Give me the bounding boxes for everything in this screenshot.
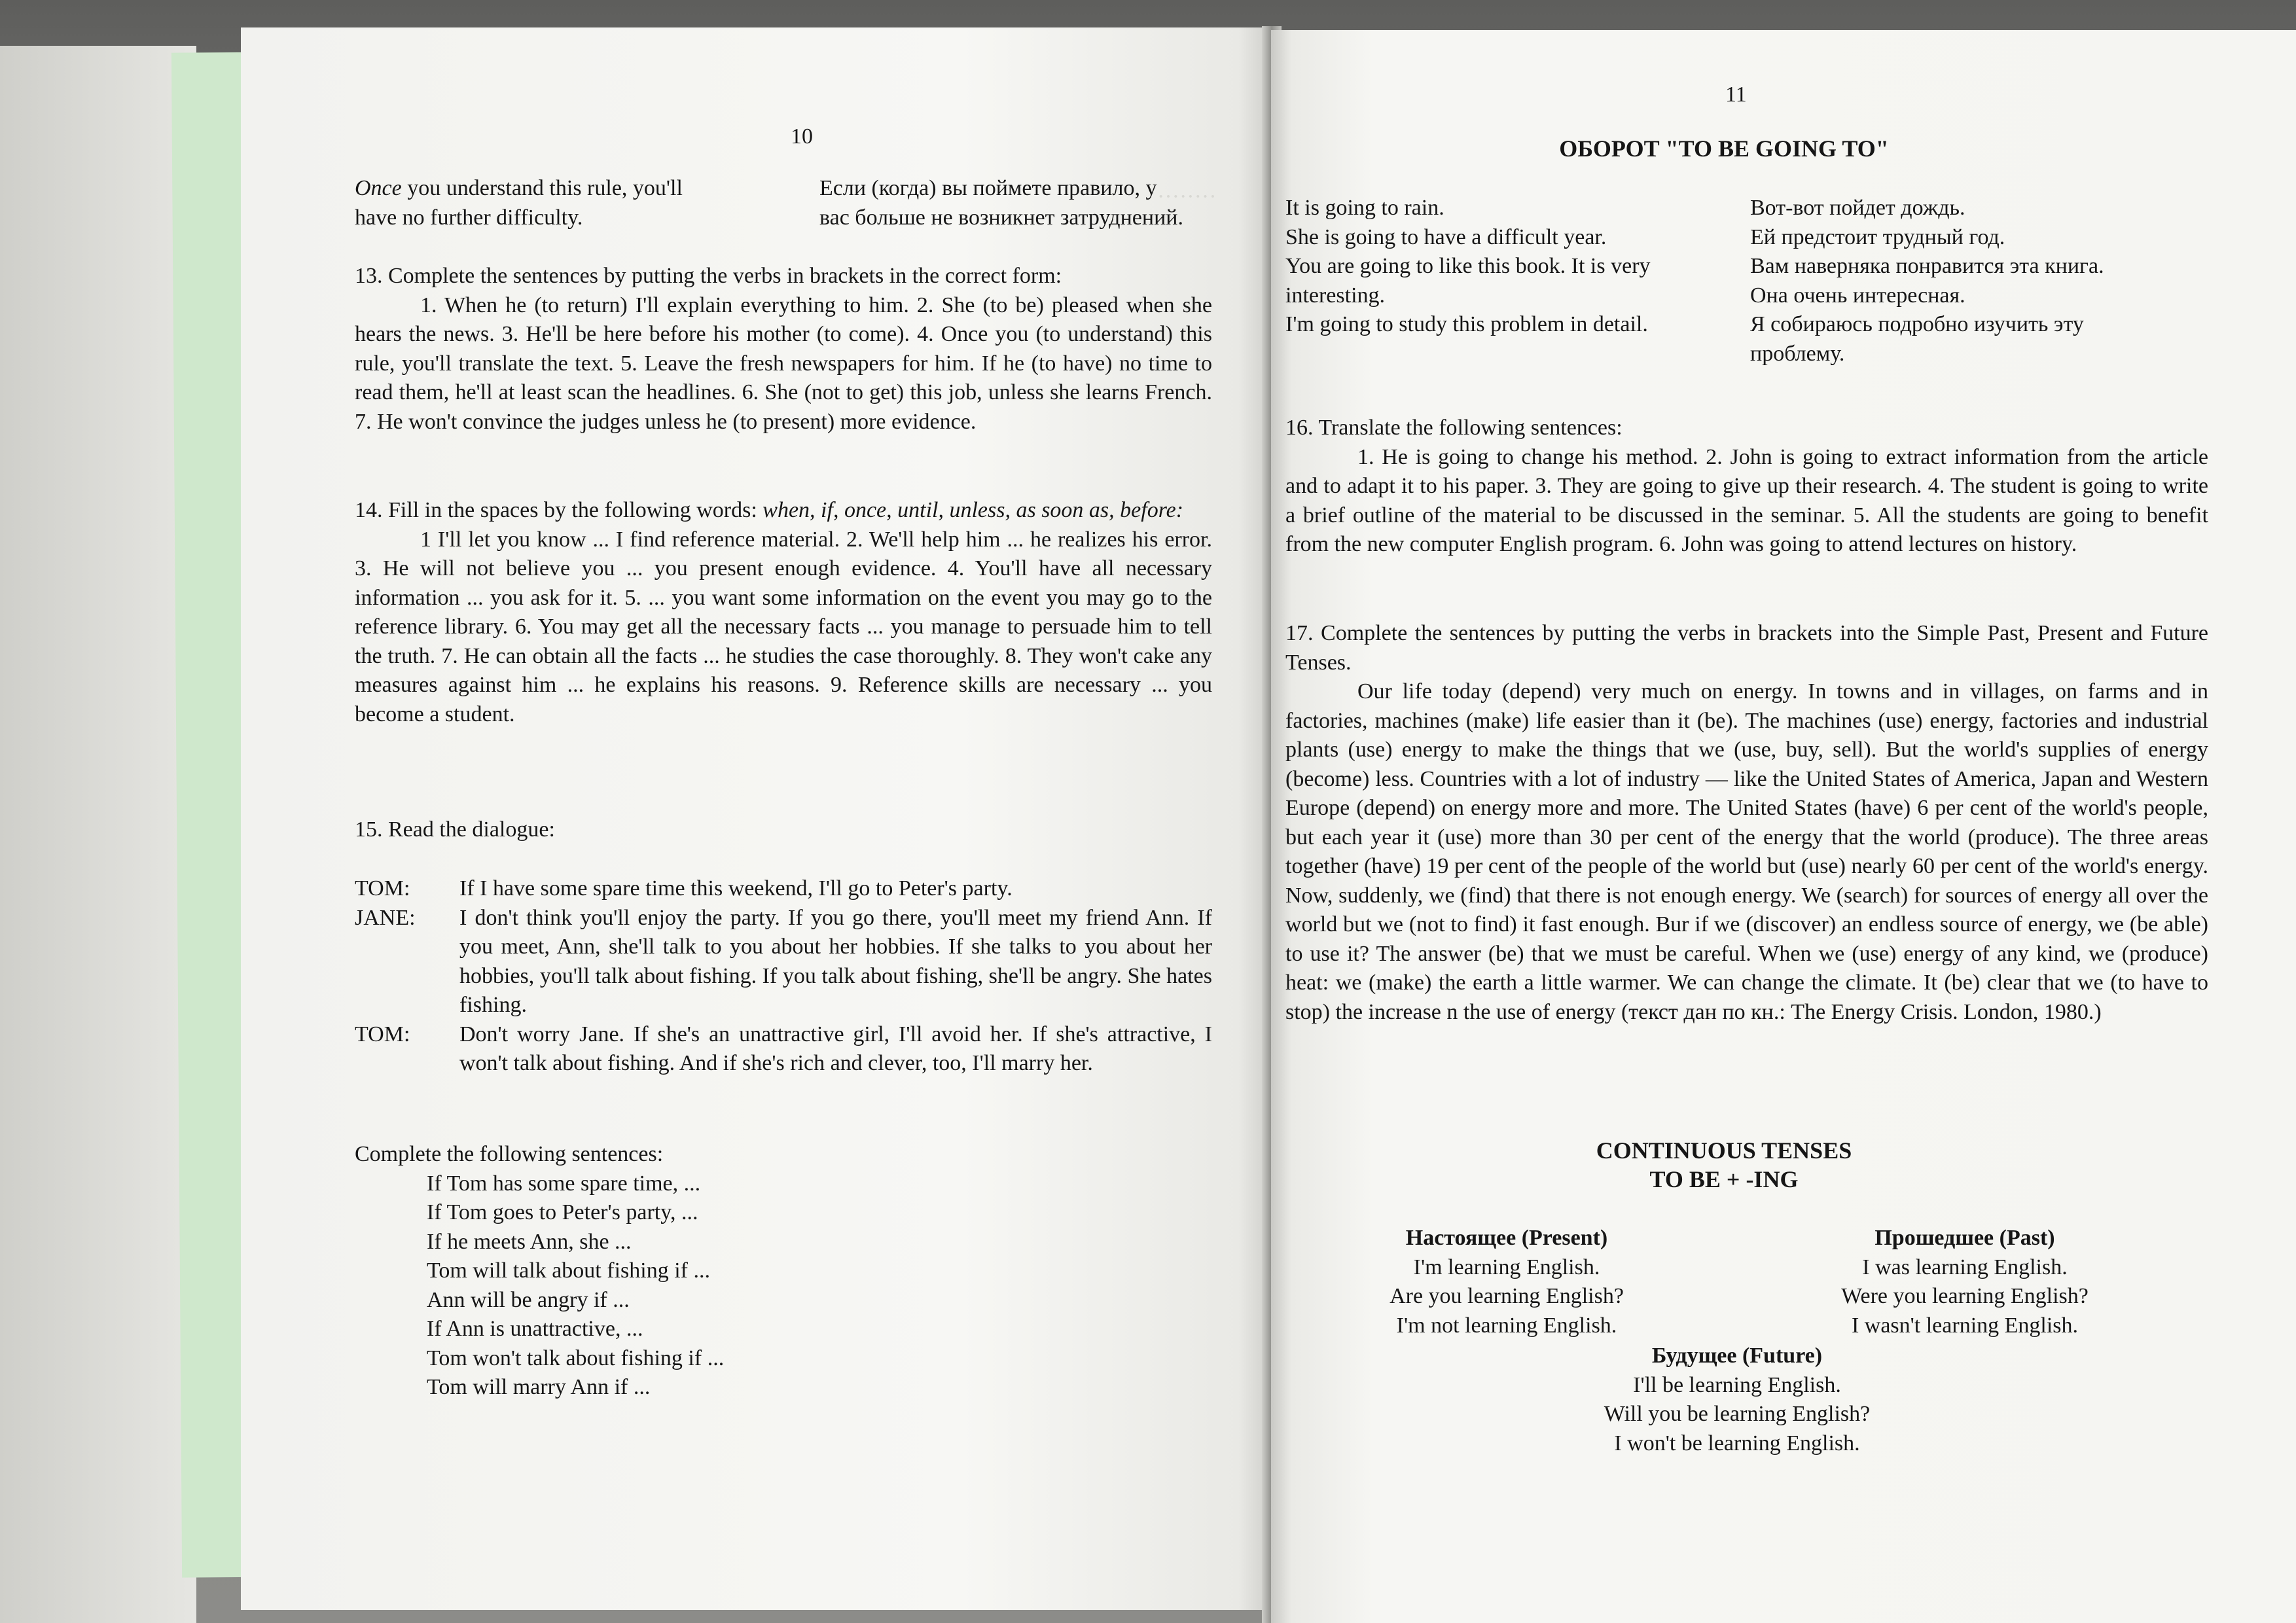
- example-ru: Она очень интересная.: [1750, 283, 1965, 308]
- right-page: [1271, 30, 2296, 1623]
- exercise-16-text: 1. He is going to change his method. 2. John is going to extract information from the article and to adapt it to his paper. 3. They are going to give up their research. 4. The student is going to write a brief outline of the material to be discussed in the seminar. 5. All the students are going to benefit from the new computer English program. 6. John was going to attend lectures on history.: [1285, 444, 2208, 556]
- complete-heading: Complete the following sentences:: [355, 1142, 664, 1166]
- example-en: It is going to rain.: [1285, 196, 1444, 220]
- exercise-13: [355, 262, 1212, 437]
- dialogue-speaker: TOM:: [355, 876, 410, 901]
- list-item: Tom won't talk about fishing if ...: [427, 1346, 725, 1370]
- dialogue: [355, 874, 1212, 1079]
- list-item: If Tom goes to Peter's party, ...: [427, 1200, 698, 1224]
- exercise-14-text: 1 I'll let you know ... I find reference material. 2. We'll help him ... he realizes his error. 3. He will not believe you ... you present enough evidence. 4. You'll have all necessary information ... you ask for it. 5. ... you want some information on the event you may go to the reference library. 6. You may get all the necessary facts ... you manage to persuade him to tell the truth. 7. He can obtain all the facts ... he studies the case thoroughly. 8. They won't cake any measures against him ... he explains his reasons. 9. Reference skills are necessary ... you become a student.: [355, 527, 1212, 726]
- list-item: Tom will marry Ann if ...: [427, 1375, 651, 1399]
- dialogue-line: [355, 1020, 1212, 1079]
- present-column: [1297, 1224, 1716, 1340]
- intro-ru-line-2: вас больше не возникнет затруднений.: [819, 205, 1183, 230]
- exercise-13-heading: 13. Complete the sentences by putting the verbs in brackets in the correct form:: [355, 264, 1062, 288]
- future-example: I'll be learning English.: [1633, 1372, 1841, 1397]
- future-heading: Будущее (Future): [1651, 1344, 1823, 1368]
- dialogue-text: I don't think you'll enjoy the party. If you go there, you'll meet my friend Ann. If you meet, Ann, she'll talk to you about her hobbies. If she talks to you about her hobbies, you'll talk about fishing. If you talk about fishing, she'll be angry. She hates fishing.: [459, 905, 1212, 1017]
- past-example: Were you learning English?: [1841, 1284, 2089, 1308]
- continuous-title-line-2: TO BE + -ING: [1649, 1166, 1799, 1192]
- dialogue-line: [355, 904, 1212, 1020]
- intro-en-line-2: have no further difficulty.: [355, 205, 583, 230]
- intro-translation-pair: [355, 174, 1212, 233]
- dialogue-text: If I have some spare time this weekend, I'll go to Peter's party.: [459, 876, 1013, 901]
- example-en: interesting.: [1285, 283, 1386, 308]
- present-example: I'm learning English.: [1413, 1255, 1600, 1279]
- exercise-17-heading: 17. Complete the sentences by putting the verbs in brackets into the Simple Past, Present and Future Tenses.: [1285, 621, 2208, 675]
- past-heading: Прошедшее (Past): [1874, 1226, 2055, 1250]
- left-page: [241, 27, 1270, 1610]
- continuous-title-line-1: CONTINUOUS TENSES: [1596, 1137, 1852, 1164]
- dialogue-speaker: TOM:: [355, 1022, 410, 1046]
- future-example: I won't be learning English.: [1614, 1431, 1860, 1455]
- page-number: 10: [791, 124, 813, 149]
- exercise-17-text: Our life today (depend) very much on energy. In towns and in villages, on farms and in factories, machines (make) life easier than it (be). The machines (use) energy, factories and industrial plants (use) energy to make the things that we (use, buy, sell). But the world's supplies of energy (become) less. Countries with a lot of industry — like the United States of America, Japan and Western Europe (depend) on energy more and more. The United States (have) 6 per cent of the world's people, but each year it (use) more than 30 per cent of the energy that the world (produce). The three areas together (have) 19 per cent of the people of the world but (use) nearly 60 per cent of the world's energy. Now, suddenly, we (find) that there is not enough energy. We (search) for sources of energy all over the world but we (not to find) it fast enough. Bur if we (discover) an endless source of energy, we (be able) to use it? The answer (be) that we must be careful. When we (use) energy of any kind, we (produce) heat: we (make) the earth a little warmer. We can change the climate. It (be) clear that we (to have to stop) the increase n the use of energy (текст дан по кн.: The Energy Crisis. London, 1980.): [1285, 679, 2208, 1024]
- bleed-through-text: ········: [1157, 185, 1217, 209]
- past-example: I was learning English.: [1862, 1255, 2068, 1279]
- example-en: I'm going to study this problem in detail.: [1285, 312, 1648, 336]
- future-column: [1528, 1342, 1946, 1458]
- exercise-15-heading: 15. Read the dialogue:: [355, 817, 555, 842]
- example-ru: Вот-вот пойдет дождь.: [1750, 196, 1965, 220]
- paper-edge-left: [0, 46, 196, 1623]
- example-en: She is going to have a difficult year.: [1285, 224, 1607, 249]
- exercise-13-text: 1. When he (to return) I'll explain everything to him. 2. She (to be) pleased when she hears the news. 3. He'll be here before his mother (to come). 4. Once you (to understand) this rule, you'll translate the text. 5. Leave the fresh newspapers for him. If he (to have) no time to read them, he'll at least scan the headlines. 6. She (not to get) this job, unless she learns French. 7. He won't convince the judges unless he (to present) more evidence.: [355, 293, 1212, 434]
- exercise-17: [1285, 619, 2208, 1027]
- list-item: If he meets Ann, she ...: [427, 1229, 632, 1254]
- future-example: Will you be learning English?: [1604, 1402, 1871, 1426]
- intro-en-line-1: Once you understand this rule, you'll: [355, 176, 683, 200]
- dialogue-text: Don't worry Jane. If she's an unattractive girl, I'll avoid her. If she's attractive, I won't talk about fishing. And if she's rich and clever, too, I'll marry her.: [459, 1022, 1212, 1075]
- complete-list: [427, 1169, 1212, 1402]
- list-item: Ann will be angry if ...: [427, 1287, 630, 1312]
- going-to-examples: [1285, 194, 2280, 377]
- example-ru: Вам наверняка понравится эта книга.: [1750, 254, 2104, 278]
- exercise-14: [355, 496, 1212, 729]
- continuous-title: [1364, 1136, 2084, 1194]
- example-ru: Ей предстоит трудный год.: [1750, 224, 2005, 249]
- present-example: Are you learning English?: [1390, 1284, 1624, 1308]
- section-title: ОБОРОТ "TO BE GOING TO": [1559, 135, 1889, 162]
- page-number: 11: [1725, 82, 1747, 107]
- present-heading: Настоящее (Present): [1405, 1226, 1608, 1250]
- past-column: [1755, 1224, 2174, 1340]
- list-item: If Ann is unattractive, ...: [427, 1317, 643, 1341]
- example-ru: Я собираюсь подробно изучить эту: [1750, 312, 2084, 336]
- list-item: If Tom has some spare time, ...: [427, 1171, 701, 1196]
- dialogue-line: [355, 874, 1212, 904]
- complete-sentences: [355, 1140, 1212, 1402]
- dialogue-speaker: JANE:: [355, 905, 416, 930]
- list-item: Tom will talk about fishing if ...: [427, 1258, 710, 1283]
- exercise-16-heading: 16. Translate the following sentences:: [1285, 416, 1623, 440]
- present-example: I'm not learning English.: [1396, 1313, 1617, 1338]
- example-ru: проблему.: [1750, 341, 1845, 366]
- intro-ru-line-1: Если (когда) вы поймете правило, у: [819, 176, 1157, 200]
- example-en: You are going to like this book. It is very: [1285, 254, 1651, 278]
- past-example: I wasn't learning English.: [1851, 1313, 2079, 1338]
- exercise-16: [1285, 414, 2208, 560]
- exercise-14-heading: 14. Fill in the spaces by the following words: when, if, once, until, unless, as soon as, before:: [355, 498, 1184, 522]
